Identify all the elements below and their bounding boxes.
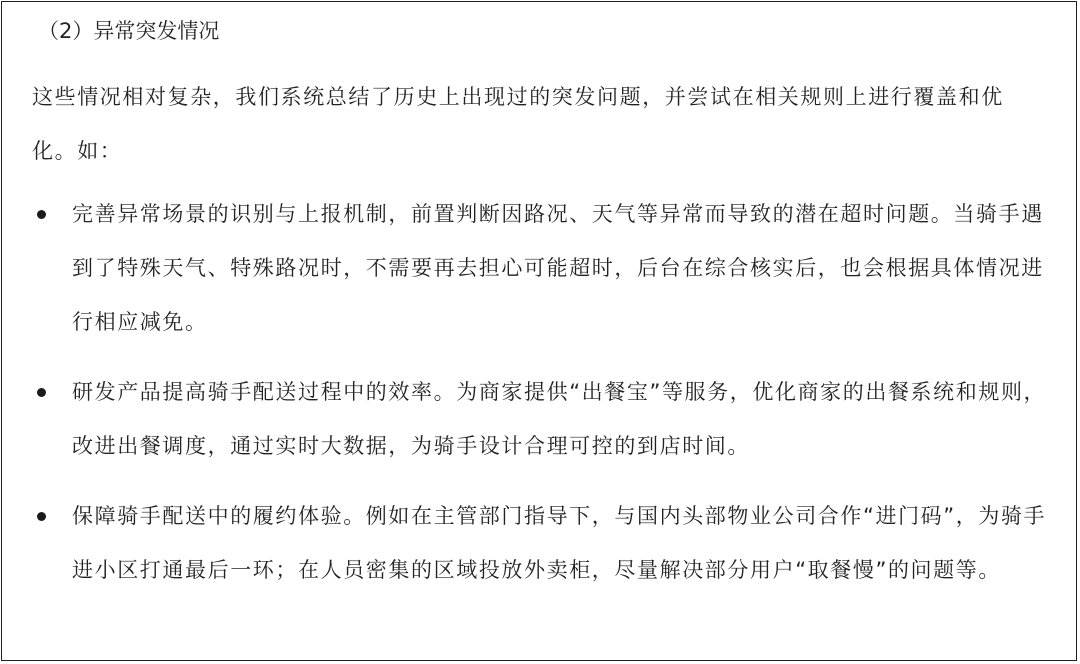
bullet-dot bbox=[37, 512, 46, 521]
bullet-text: 研发产品提高骑手配送过程中的效率。为商家提供“出餐宝”等服务，优化商家的出餐系统和规则，改进出餐调度，通过实时大数据，为骑手设计合理可控的到店时间。 bbox=[72, 380, 1047, 458]
bullet-text: 保障骑手配送中的履约体验。例如在主管部门指导下，与国内头部物业公司合作“进门码”，为骑手进小区打通最后一环；在人员密集的区域投放外卖柜，尽量解决部分用户“取餐慢”的问题等。 bbox=[72, 504, 1047, 582]
bullet-dot bbox=[37, 388, 46, 397]
bullet-text: 完善异常场景的识别与上报机制，前置判断因路况、天气等异常而导致的潜在超时问题。当骑手遇到了特殊天气、特殊路况时，不需要再去担心可能超时，后台在综合核实后，也会根据具体情况进行相应减免。 bbox=[72, 202, 1044, 334]
section-heading: （2）异常突发情况 bbox=[38, 19, 220, 43]
article-frame bbox=[1, 1, 1077, 661]
bullet-item-exception-reporting bbox=[32, 187, 1048, 349]
bullet-dot bbox=[37, 210, 46, 219]
intro-paragraph: 这些情况相对复杂，我们系统总结了历史上出现过的突发问题，并尝试在相关规则上进行覆盖和优化。如： bbox=[32, 85, 1004, 163]
bullet-item-fulfillment bbox=[32, 489, 1048, 597]
bullet-item-efficiency bbox=[32, 365, 1048, 473]
bullet-list bbox=[32, 187, 1048, 597]
